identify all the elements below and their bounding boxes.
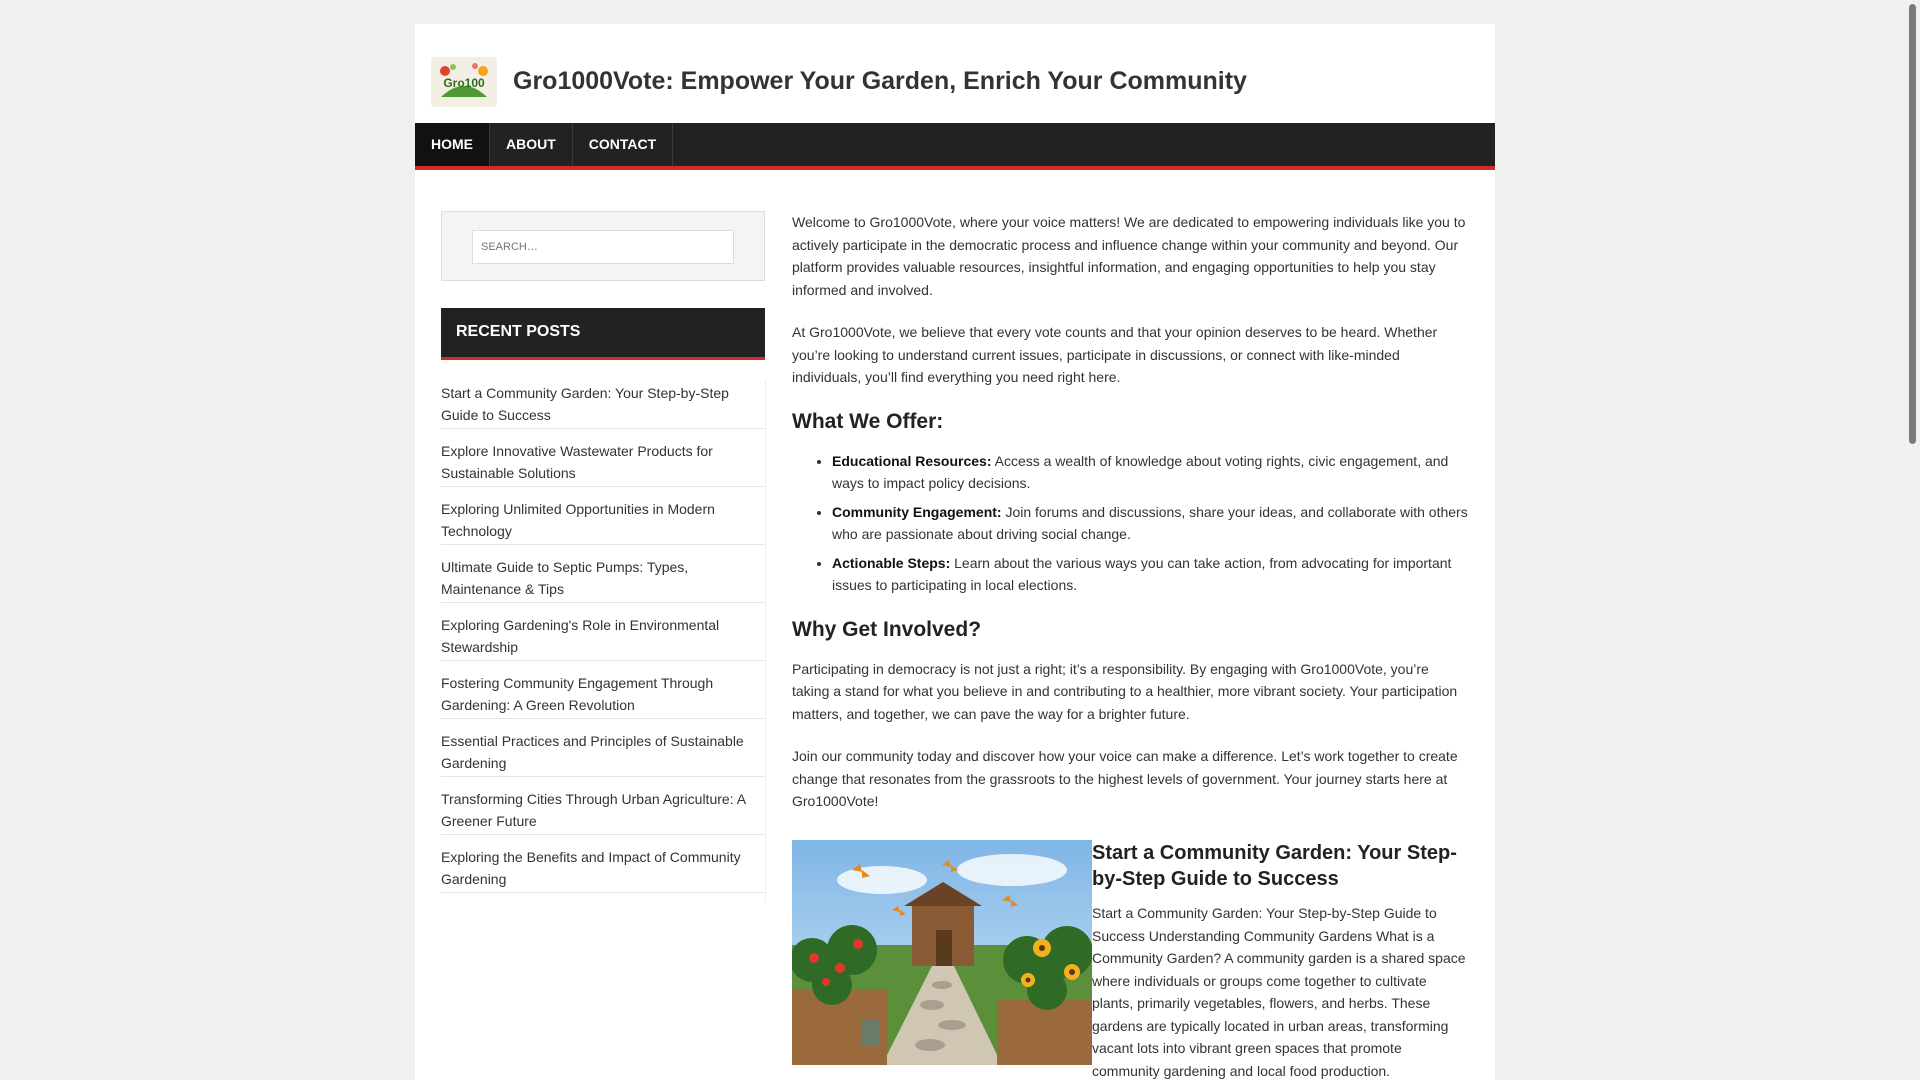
recent-post-link[interactable]: Explore Innovative Wastewater Products for Sustainable Solutions [441, 438, 765, 487]
featured-post-excerpt: Start a Community Garden: Your Step-by-Step Guide to Success Understanding Community Gardens What is a Community Garden? A community garden is a shared space where individuals or groups come together to cultivate plants, primarily vegetables, flowers, and herbs. These gardens are typically located in urban areas, transforming vacant lots into vibrant green spaces that promote community gardening and local food production. [1092, 905, 1466, 1079]
offer-label: Actionable Steps: [832, 554, 951, 571]
recent-post-link[interactable]: Transforming Cities Through Urban Agriculture: A Greener Future [441, 786, 765, 835]
main-content [792, 211, 1470, 833]
search-input[interactable] [472, 230, 734, 264]
offer-text: Learn about the various ways you can take action, from advocating for important issues to participating in local elections. [832, 554, 1452, 593]
recent-posts-list [441, 380, 766, 902]
site-title[interactable]: Gro1000Vote: Empower Your Garden, Enrich Your Community [513, 67, 1247, 95]
featured-post-text [1092, 840, 1470, 1080]
nav-item-contact[interactable]: CONTACT [573, 123, 673, 166]
offer-label: Educational Resources: [832, 452, 992, 469]
offer-item [832, 501, 1470, 546]
site-header [415, 24, 1495, 123]
page-scrollbar[interactable] [1905, 0, 1920, 1080]
recent-post-link[interactable]: Fostering Community Engagement Through Gardening: A Green Revolution [441, 670, 765, 719]
why-paragraph: Join our community today and discover how your voice can make a difference. Let’s work together to create change that resonates from the grassroots to the highest levels of government. Your journey starts here at Gro1000Vote! [792, 748, 1458, 809]
logo-graphic [431, 57, 497, 107]
offer-text: Join forums and discussions, share your ideas, and collaborate with others who are passionate about driving social change. [832, 503, 1468, 542]
page [415, 24, 1495, 1080]
garden-illustration [792, 840, 1092, 1065]
nav-item-about[interactable]: ABOUT [490, 123, 573, 166]
why-heading: Why Get Involved? [792, 617, 982, 641]
featured-post-image[interactable] [792, 840, 1092, 1065]
recent-post-link[interactable]: Exploring Gardening's Role in Environmental Stewardship [441, 612, 765, 661]
search-widget [441, 211, 765, 281]
offer-item [832, 552, 1470, 597]
intro-paragraph: At Gro1000Vote, we believe that every vote counts and that your opinion deserves to be heard. Whether you’re looking to understand current issues, participate in discussions, or connect with like-minded individuals, you’ll find everything you need right here. [792, 324, 1438, 385]
offer-list [792, 450, 1470, 597]
offer-text: Access a wealth of knowledge about voting rights, civic engagement, and ways to impact policy decisions. [832, 452, 1449, 491]
recent-post-link[interactable]: Essential Practices and Principles of Sustainable Gardening [441, 728, 765, 777]
recent-post-link[interactable]: Ultimate Guide to Septic Pumps: Types, Maintenance & Tips [441, 554, 765, 603]
site-logo[interactable] [431, 57, 497, 107]
recent-post-link[interactable]: Exploring the Benefits and Impact of Community Gardening [441, 844, 765, 893]
intro-paragraph: Welcome to Gro1000Vote, where your voice matters! We are dedicated to empowering individuals like you to actively participate in the democratic process and influence change within your community and beyond. Our platform provides valuable resources, insightful information, and engaging opportunities to help you stay informed and involved. [792, 214, 1466, 298]
recent-post-link[interactable]: Exploring Unlimited Opportunities in Modern Technology [441, 496, 765, 545]
offer-item [832, 450, 1470, 495]
offer-heading: What We Offer: [792, 409, 944, 433]
recent-post-link[interactable]: Start a Community Garden: Your Step-by-Step Guide to Success [441, 380, 765, 429]
offer-label: Community Engagement: [832, 503, 1002, 520]
main-nav [415, 123, 1495, 170]
why-paragraph: Participating in democracy is not just a right; it’s a responsibility. By engaging with Gro1000Vote, you’re taking a stand for what you believe in and contributing to a healthier, more vibrant society. Your participation matters, and together, we can pave the way for a brighter future. [792, 660, 1458, 722]
logo-text: Gro100 [443, 76, 485, 90]
featured-post [792, 840, 1470, 1080]
featured-post-title[interactable]: Start a Community Garden: Your Step-by-Step Guide to Success [1092, 842, 1457, 890]
scrollbar-thumb[interactable] [1909, 4, 1916, 444]
nav-item-home[interactable]: HOME [415, 123, 490, 166]
recent-posts-title: RECENT POSTS [441, 308, 765, 360]
